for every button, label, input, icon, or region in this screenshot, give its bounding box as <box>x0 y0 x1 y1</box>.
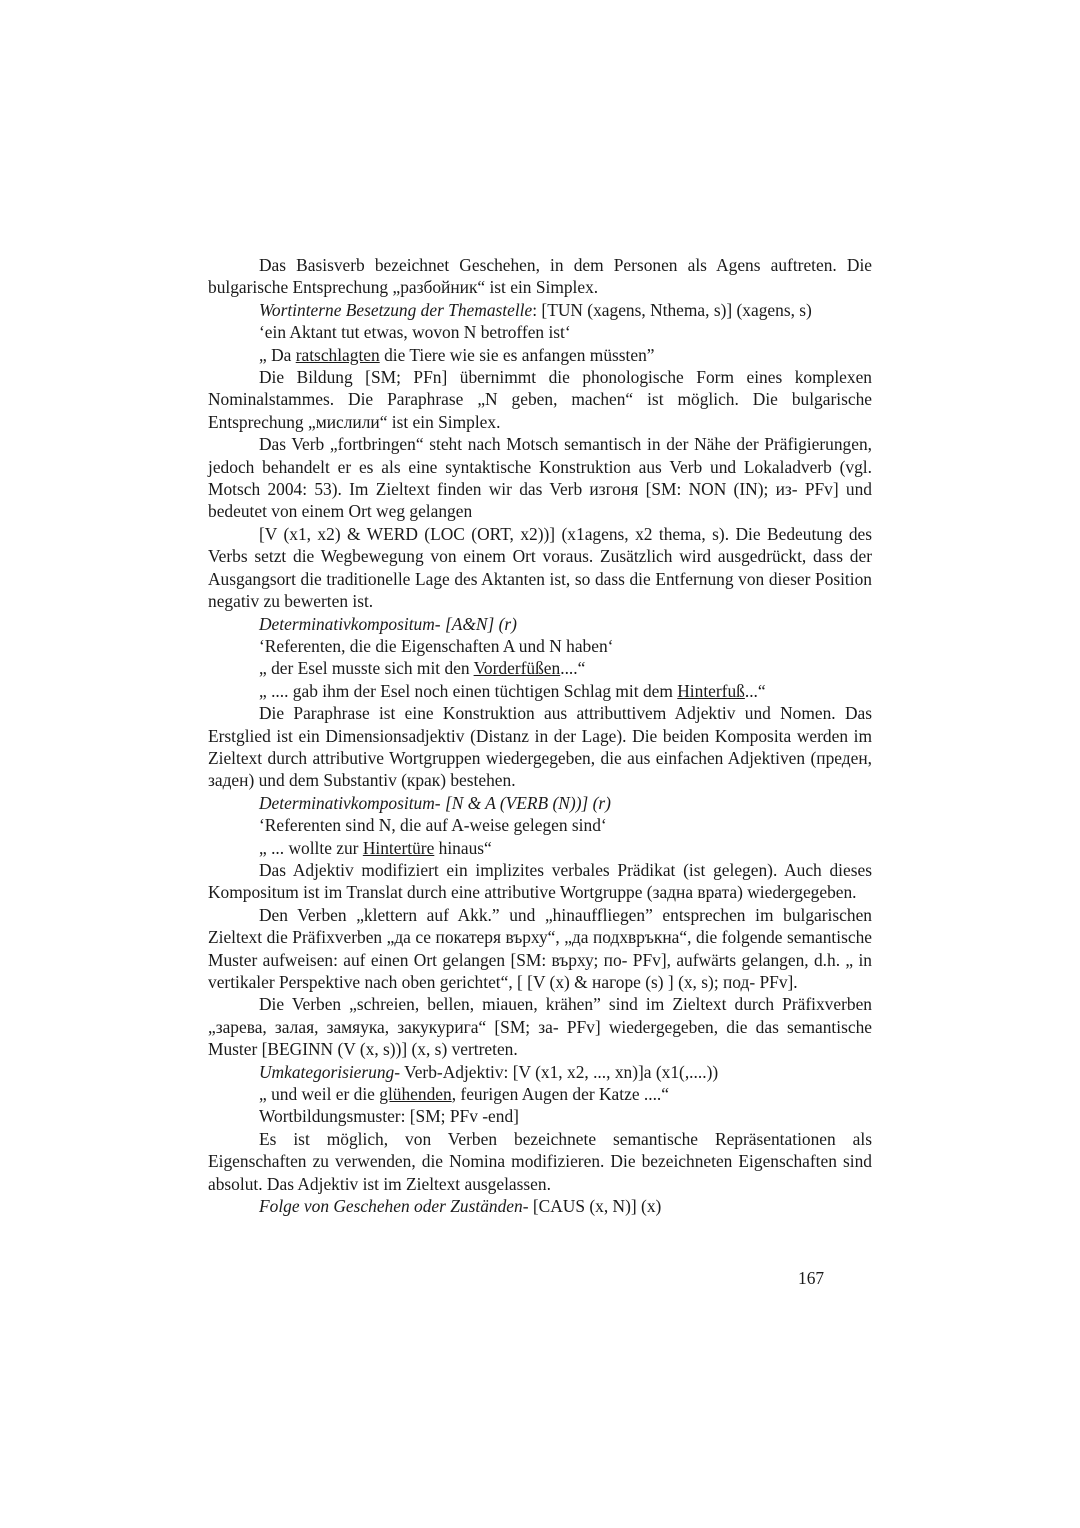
paragraph <box>208 792 872 814</box>
paragraph <box>208 366 872 433</box>
text-run: ...“ <box>744 680 766 701</box>
paragraph <box>208 433 872 523</box>
paragraph <box>208 1195 872 1217</box>
text-run: , feurigen Augen der Katze ....“ <box>451 1084 669 1105</box>
text-run: Es ist möglich, von Verben bezeichnete semantische Repräsentationen als Eigenschaften zu verwenden, die Nomina modifizieren. Die bezeichneten Eigenschaften sind absolut. Das Adjektiv ist im Zieltext ausgelassen. <box>208 1128 872 1194</box>
paragraph <box>208 613 872 635</box>
text-run: die Tiere wie sie es anfangen müssten” <box>379 344 655 365</box>
text-run: Wortbildungsmuster: [SM; PFv -end] <box>259 1106 519 1127</box>
underlined-term: Hinterfuß <box>677 680 745 701</box>
text-run: Das Adjektiv modifiziert ein implizites verbales Prädikat (ist gelegen). Auch dieses Kompositum ist im Translat durch eine attributive Wortgruppe (задна врата) wiedergegeben. <box>208 859 872 903</box>
italic-heading: Determinativkompositum- [N & A (VERB (N))] (r) <box>259 792 611 813</box>
italic-heading: Wortinterne Besetzung der Themastelle <box>259 299 533 320</box>
text-run: Die Bildung [SM; PFn] übernimmt die phonologische Form eines komplexen Nominalstammes. Die Paraphrase „N geben, machen“ ist möglich. Die bulgarische Entsprechung „мислили“ ist ein Simplex. <box>208 367 872 432</box>
underlined-term: ratschlagten <box>295 344 380 365</box>
text-run: „ .... gab ihm der Esel noch einen tüchtigen Schlag mit dem <box>259 680 678 701</box>
italic-heading: Umkategorisierung <box>259 1061 395 1082</box>
paragraph <box>208 1061 872 1083</box>
paragraph <box>208 837 872 859</box>
paragraph <box>208 635 872 657</box>
paragraph <box>208 680 872 702</box>
underlined-term: glühenden <box>379 1084 452 1105</box>
text-run: ‘Referenten, die die Eigenschaften A und N haben‘ <box>259 635 614 656</box>
text-run: hinaus“ <box>434 837 492 858</box>
paragraph <box>208 904 872 994</box>
underlined-term: Vorderfüßen <box>473 658 561 679</box>
paragraph <box>208 993 872 1060</box>
italic-heading: Determinativkompositum- [A&N] (r) <box>259 613 517 634</box>
text-run: Die Verben „schreien, bellen, miauen, krähen” sind im Zieltext durch Präfixverben „зарева, залая, замяука, закукурига“ [SM; за- PFv] wiedergegeben, die das semantische Muster [BEGINN (V (x, s))] (x, s) vertreten. <box>208 994 872 1060</box>
text-run: ‘Referenten sind N, die auf A-weise gelegen sind‘ <box>259 815 607 836</box>
text-run: : [TUN (xagens, Nthema, s)] (xagens, s) <box>532 299 812 320</box>
body-text <box>208 254 872 1217</box>
paragraph <box>208 254 872 299</box>
paragraph <box>208 523 872 613</box>
paragraph <box>208 299 872 321</box>
paragraph <box>208 321 872 343</box>
text-run: „ und weil er die <box>259 1084 380 1105</box>
text-run: Die Paraphrase ist eine Konstruktion aus attributtivem Adjektiv und Nomen. Das Erstglied ist ein Dimensionsadjektiv (Distanz in der Lage). Die beiden Komposita werden im Zieltext durch attributive Wortgruppen wiedergegeben, die aus einfachen Adjektiven (преден, заден) und dem Substantiv (крак) bestehen. <box>208 703 872 791</box>
text-run: Den Verben „klettern auf Akk.” und „hinauffliegen” entsprechen im bulgarischen Zieltext die Präfixverben „да се покатеря върху“, „да подхвръкна“, die folgende semantische Muster aufweisen: auf einen Ort gelangen [SM: върху; по- PFv], aufwärts gelangen, d.h. „ in vertikaler Perspektive nach oben gerichtet“, [ [V (x) & нагоре (s) ] (x, s); под- PFv]. <box>208 904 872 992</box>
text-run: „ ... wollte zur <box>259 837 363 858</box>
paragraph <box>208 702 872 792</box>
paragraph <box>208 1128 872 1195</box>
text-run: ‘ein Aktant tut etwas, wovon N betroffen ist‘ <box>259 322 571 343</box>
paragraph <box>208 859 872 904</box>
text-run: - [CAUS (x, N)] (x) <box>522 1196 662 1217</box>
text-run: ....“ <box>560 658 586 679</box>
page-number: 167 <box>798 1268 825 1288</box>
paragraph <box>208 344 872 366</box>
paragraph <box>208 814 872 836</box>
paragraph <box>208 657 872 679</box>
underlined-term: Hintertüre <box>362 837 435 858</box>
text-run: Das Basisverb bezeichnet Geschehen, in dem Personen als Agens auftreten. Die bulgarische Entsprechung „разбойник“ ist ein Simplex. <box>208 255 872 298</box>
text-run: - Verb-Adjektiv: [V (x1, x2, ..., xn)]a (x1(,....)) <box>394 1061 719 1082</box>
italic-heading: Folge von Geschehen oder Zuständen <box>259 1196 523 1217</box>
text-run: „ Da <box>259 344 296 365</box>
text-run: Das Verb „fortbringen“ steht nach Motsch semantisch in der Nähe der Präfigierungen, jedoch behandelt er es als eine syntaktische Konstruktion aus Verb und Lokaladverb (vgl. Motsch 2004: 53). Im Zieltext finden wir das Verb изгоня [SM: NON (IN); из- PFv] und bedeutet von einem Ort weg gelangen <box>208 434 872 522</box>
text-run: „ der Esel musste sich mit den <box>259 658 474 679</box>
text-run: [V (x1, x2) & WERD (LOC (ORT, x2))] (x1agens, x2 thema, s). Die Bedeutung des Verbs setzt die Wegbewegung von einem Ort voraus. Zusätzlich wird ausgedrückt, dass der Ausgangsort die traditionelle Lage des Aktanten ist, so dass die Entfernung von dieser Position negativ zu bewerten ist. <box>208 523 872 612</box>
paragraph <box>208 1083 872 1105</box>
paragraph <box>208 1105 872 1127</box>
